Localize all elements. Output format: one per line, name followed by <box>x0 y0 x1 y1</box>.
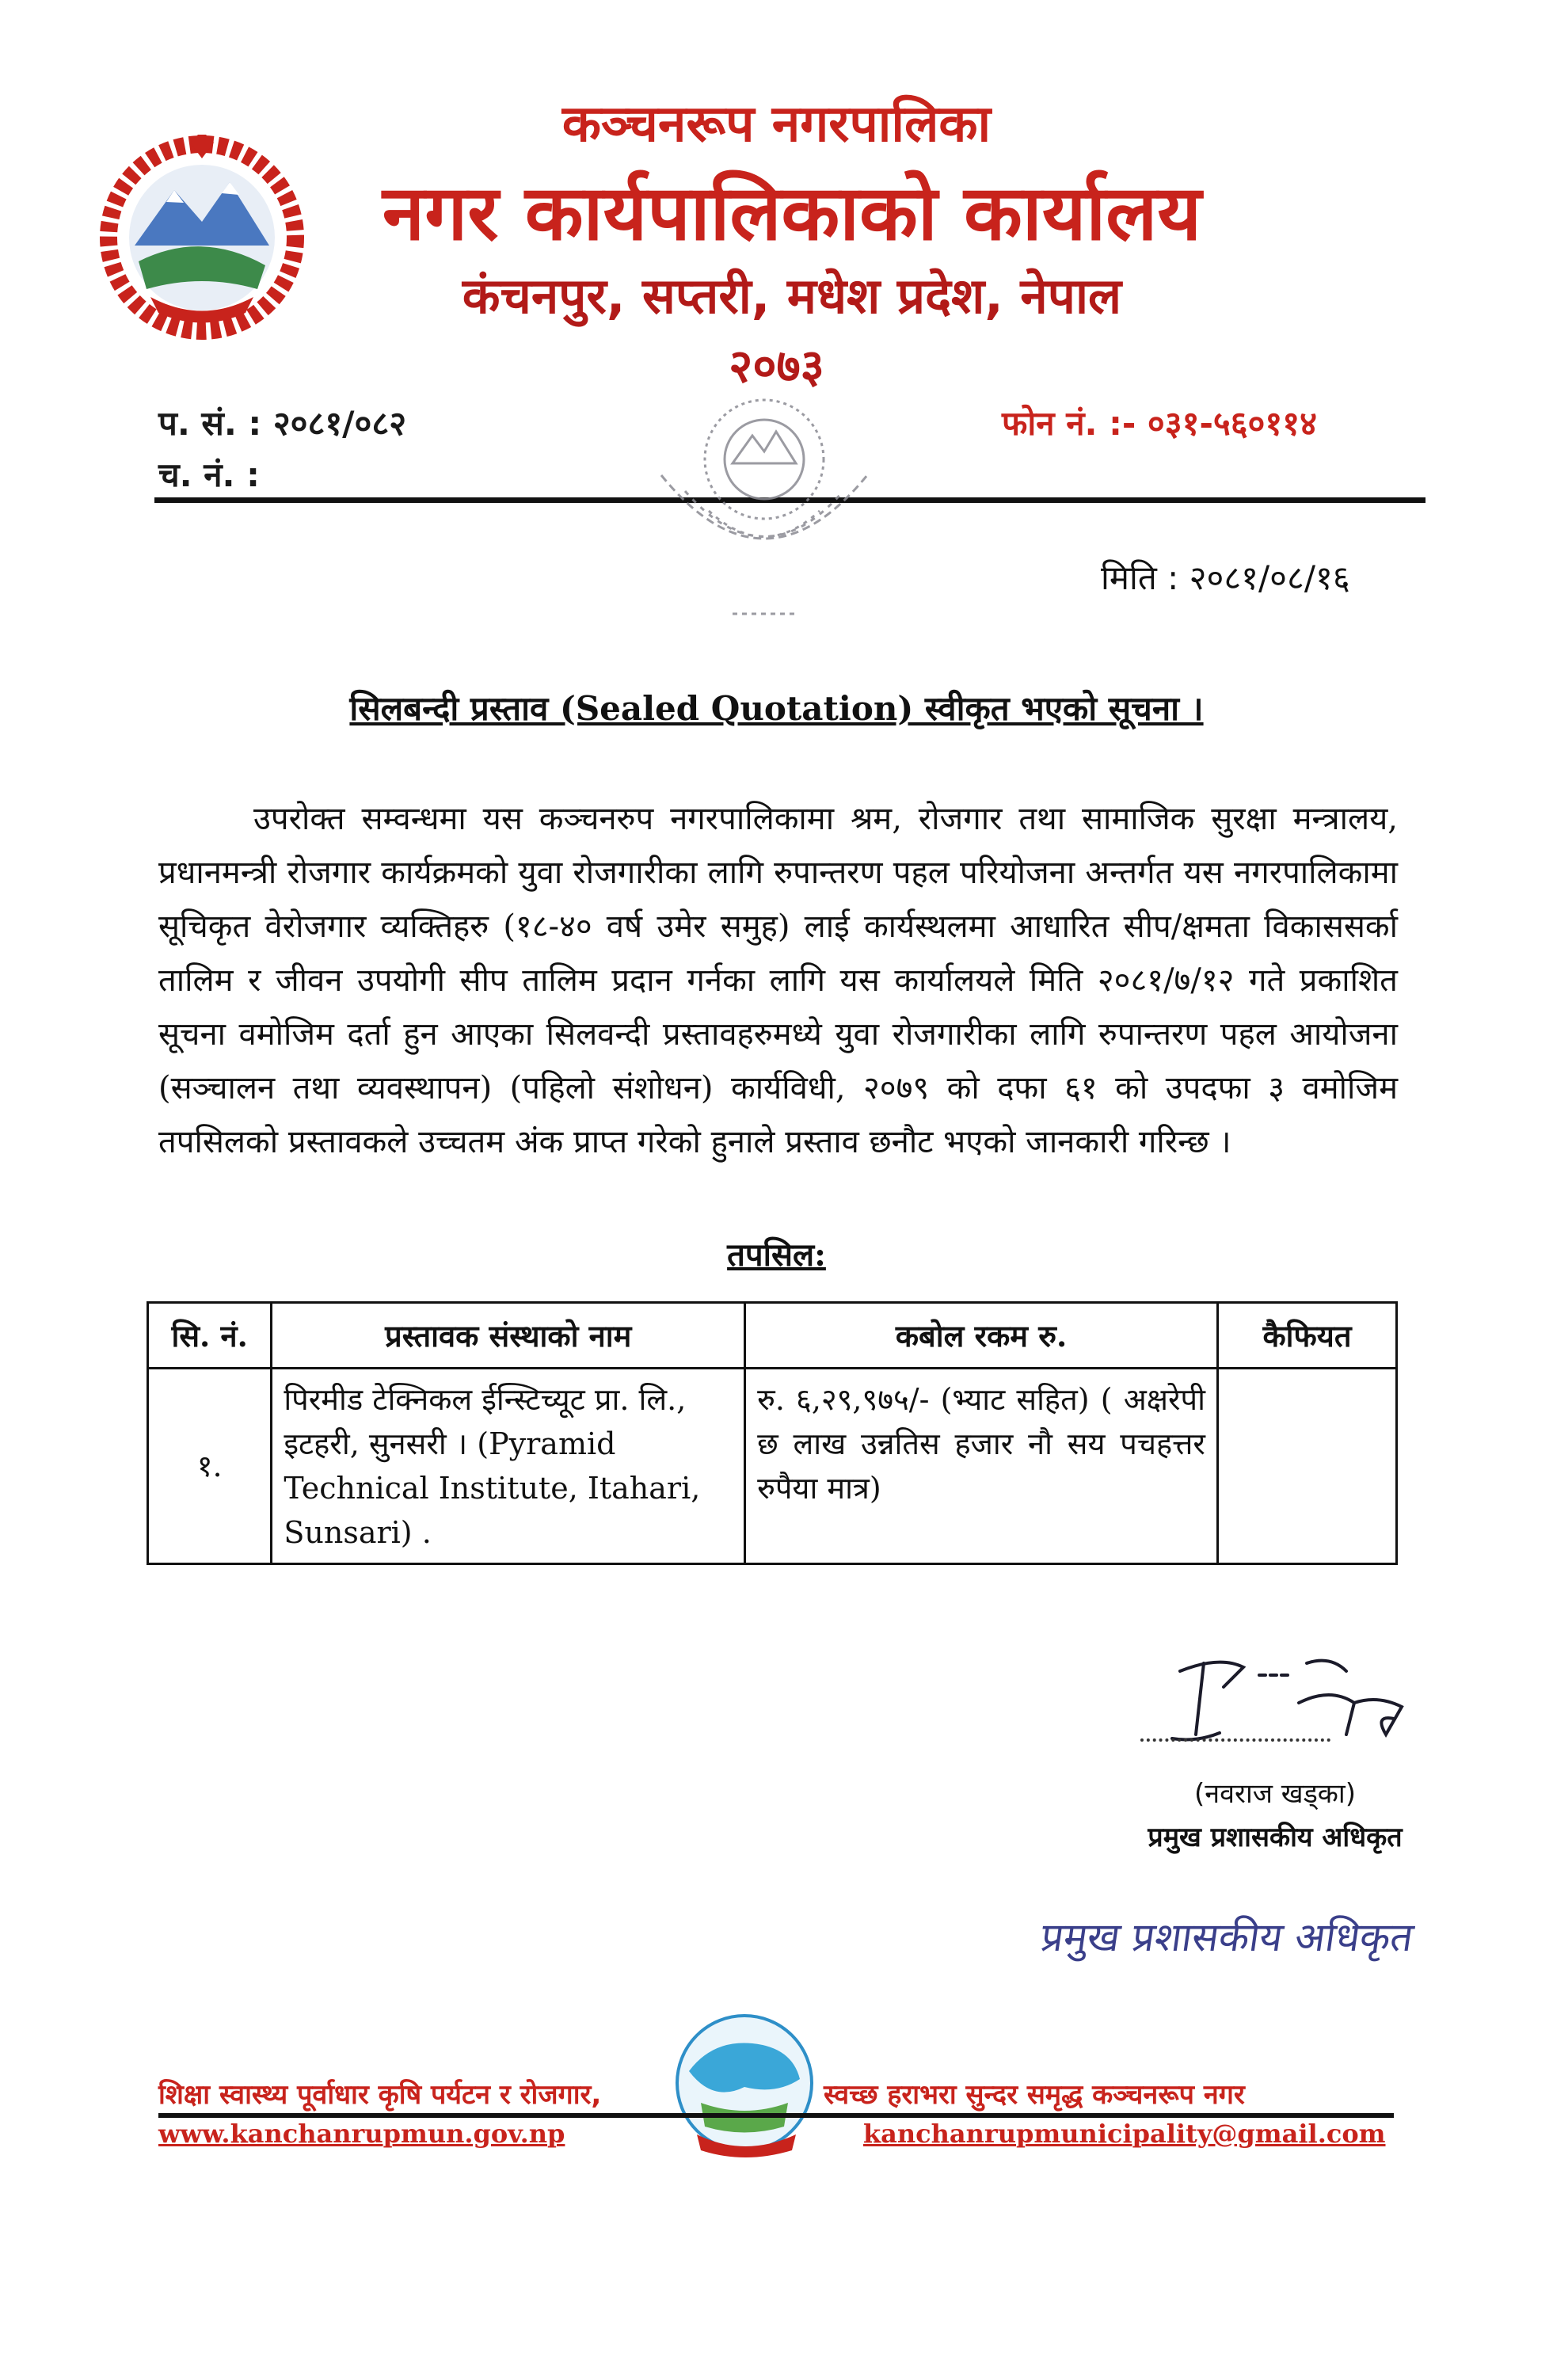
dispatch-number: च. नं. : <box>158 455 260 494</box>
footer-email-link[interactable]: kanchanrupmunicipality@gmail.com <box>863 2119 1386 2149</box>
table-row <box>148 1369 1397 1564</box>
signatory-name: (नवराज खड्का) <box>1194 1778 1356 1810</box>
notice-body <box>158 792 1398 1169</box>
reference-number: प. सं. : २०८१/०८२ <box>158 404 407 443</box>
col-header-name: प्रस्तावक संस्थाको नाम <box>272 1303 745 1369</box>
office-name: नगर कार्यपालिकाको कार्यालय <box>382 169 1202 257</box>
cell-sn: १. <box>148 1369 272 1564</box>
col-header-amount: कबोल रकम रु. <box>745 1303 1218 1369</box>
municipality-globe-logo <box>665 2008 824 2162</box>
footer-slogan-left: शिक्षा स्वास्थ्य पूर्वाधार कृषि पर्यटन र रोजगार, <box>158 2079 602 2111</box>
notice-subject: सिलबन्दी प्रस्ताव (Sealed Quotation) स्वीकृत भएको सूचना । <box>349 689 1204 728</box>
nepal-emblem-logo <box>95 135 309 341</box>
signatory-title: प्रमुख प्रशासकीय अधिकृत <box>1148 1822 1403 1853</box>
office-seal-stamp <box>630 372 899 657</box>
notice-body-text: उपरोक्त सम्वन्धमा यस कञ्चनरुप नगरपालिकामा श्रम, रोजगार तथा सामाजिक सुरक्षा मन्त्रालय, प्रधानमन्त्री रोजगार कार्यक्रमको युवा रोजगारीका लागि रुपान्तरण पहल परियोजना अन्तर्गत यस नगरपालिकामा सूचिकृत वेरोजगार व्यक्तिहरु (१८-४० वर्ष उमेर समुह) लाई कार्यस्थलमा आधारित सीप/क्षमता विकाससर्का तालिम र जीवन उपयोगी सीप तालिम प्रदान गर्नका लागि यस कार्यालयले मिति २०८१/७/१२ गते प्रकाशित सूचना वमोजिम दर्ता हुन आएका सिलवन्दी प्रस्तावहरुमध्ये युवा रोजगारीका लागि रुपान्तरण पहल आयोजना (सञ्चालन तथा व्यवस्थापन) (पहिलो संशोधन) कार्यविधी, २०७९ को दफा ६१ को उपदफा ३ वमोजिम तपसिलको प्रस्तावकले उच्चतम अंक प्राप्त गरेको हुनाले प्रस्ताव छनौट भएको जानकारी गरिन्छ । <box>158 801 1398 1160</box>
cell-amount: रु. ६,२९,९७५/- (भ्याट सहित) ( अक्षरेपी छ लाख उन्नतिस हजार नौ सय पचहत्तर रुपैया मात्र) <box>745 1369 1218 1564</box>
cell-name: पिरमीड टेक्निकल ईन्स्टिच्यूट प्रा. लि., इटहरी, सुनसरी । (Pyramid Technical Institute, Itahari, Sunsari) . <box>272 1369 745 1564</box>
signature-dotted-line <box>1140 1738 1330 1742</box>
office-address: कंचनपुर, सप्तरी, मधेश प्रदेश, नेपाल <box>462 267 1122 325</box>
letter-date: मिति : २०८१/०८/१६ <box>1101 558 1350 597</box>
col-header-remarks: कैफियत <box>1217 1303 1396 1369</box>
footer-divider <box>158 2113 1394 2118</box>
schedule-heading: तपसिल: <box>727 1236 826 1274</box>
municipality-name: कञ्चनरूप नगरपालिका <box>561 95 992 154</box>
table-header-row <box>148 1303 1397 1369</box>
established-year: २०७३ <box>729 339 824 393</box>
phone-number: फोन नं. :- ०३१-५६०११४ <box>1002 404 1317 443</box>
footer-website-link[interactable]: www.kanchanrupmun.gov.np <box>158 2119 565 2149</box>
quotation-table <box>147 1301 1398 1565</box>
col-header-sn: सि. नं. <box>148 1303 272 1369</box>
designation-stamp: प्रमुख प्रशासकीय अधिकृत <box>1037 1914 1417 1960</box>
cell-remarks <box>1217 1369 1396 1564</box>
footer-slogan-right: स्वच्छ हराभरा सुन्दर समृद्ध कञ्चनरूप नगर <box>824 2079 1245 2111</box>
